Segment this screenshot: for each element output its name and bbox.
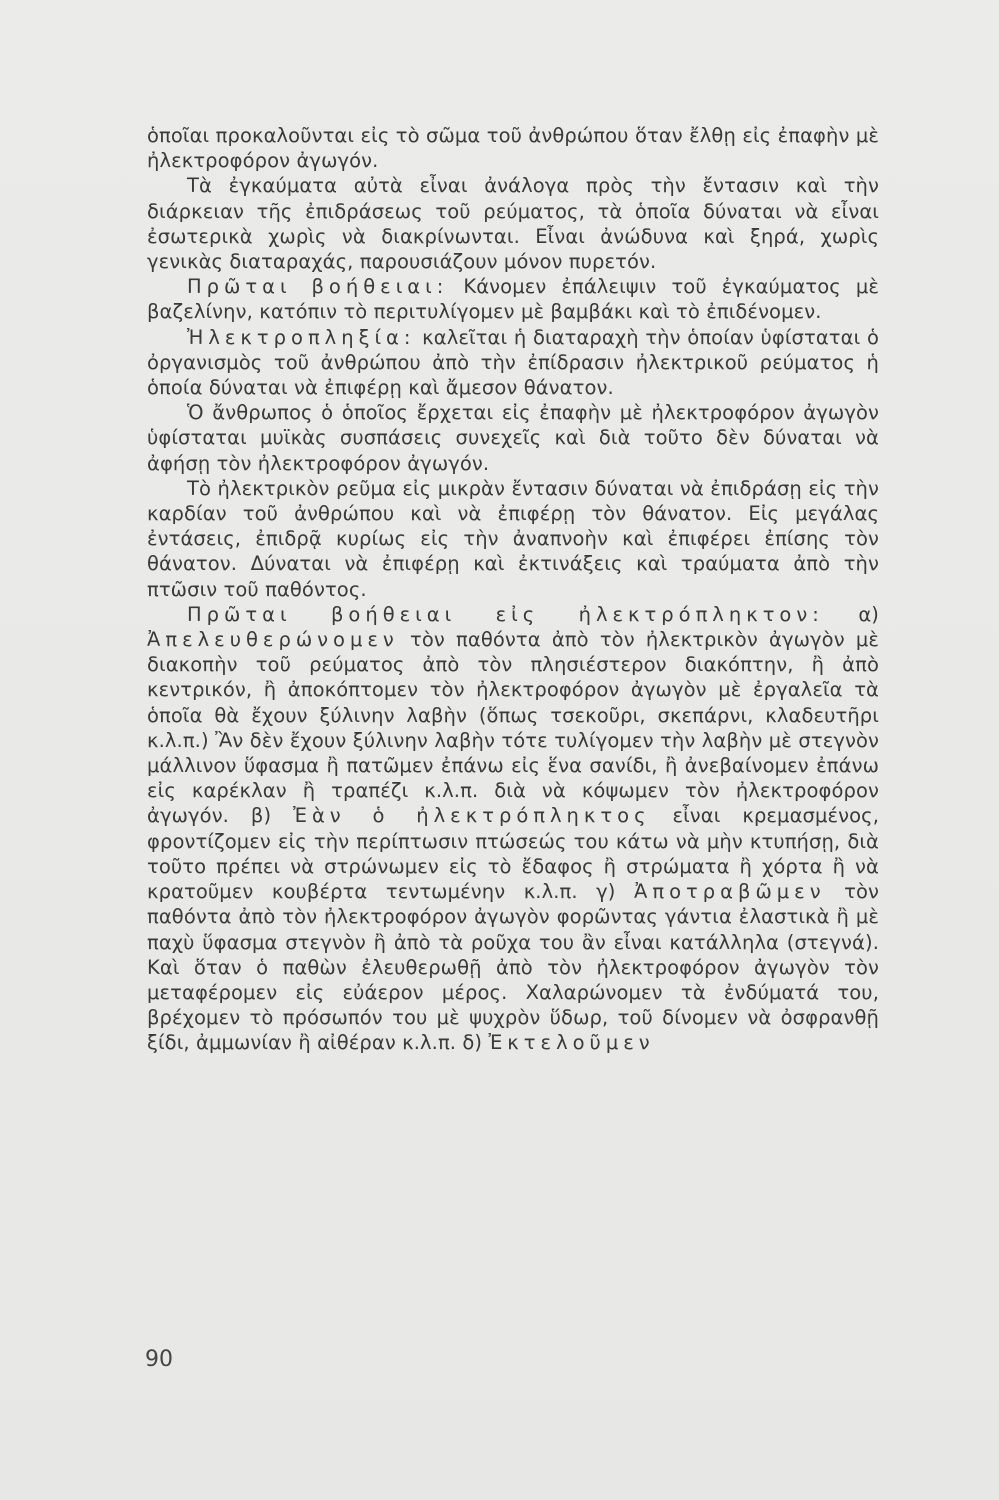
spaced-heading: Πρῶται βοήθειαι εἰς ἠλεκτρόπληκτον: bbox=[187, 602, 824, 626]
text-run: ὁποῖαι προκαλοῦνται εἰς τὸ σῶμα τοῦ ἀνθρώπου ὅταν ἔλθῃ εἰς ἐπαφὴν μὲ ἠλεκτροφόρον ἀγωγόν. bbox=[147, 124, 879, 173]
spaced-heading: Πρῶται βοήθειαι: bbox=[187, 275, 449, 299]
text-run: τὸν παθόντα ἀπὸ τὸν ἠλεκτρικὸν ἀγωγὸν μὲ διακοπὴν τοῦ ρεύματος ἀπὸ τὸν πλησιέστερον διακόπτην, ἢ ἀπὸ κεντρικόν, ἢ ἀποκόπτομεν τὸν ἠλεκτροφόρον ἀγωγὸν μὲ ἐργαλεῖα τὰ ὁποῖα θὰ ἔχουν ξύλινην λαβὴν (ὅπως τσεκοῦρι, σκεπάρνι, κλαδευτῆρι κ.λ.π.) Ἂν δὲν ἔχουν ξύλινην λαβὴν τότε τυλίγομεν τὴν λαβὴν μὲ στεγνὸν μάλλινον ὕφασμα ἢ πατῶμεν ἐπάνω εἰς ἕνα σανίδι, ἢ ἀνεβαίνομεν ἐπάνω εἰς καρέκλαν ἢ τραπέζι κ.λ.π. διὰ νὰ κόψωμεν τὸν ἠλεκτροφόρον ἀγωγόν. β) bbox=[147, 628, 879, 828]
text-run: Τὰ ἐγκαύματα αὐτὰ εἶναι ἀνάλογα πρὸς τὴν ἔντασιν καὶ τὴν διάρκειαν τῆς ἐπιδράσεως τοῦ ρεύματος, τὰ ὁποῖα δύναται νὰ εἶναι ἐσωτερικὰ χωρὶς νὰ διακρίνωνται. Εἶναι ἀνώδυνα καὶ ξηρά, χωρὶς γενικὰς διαταραχάς, παρουσιάζουν μόνον πυρετόν. bbox=[147, 174, 879, 274]
text-run: Ὁ ἄνθρωπος ὁ ὁποῖος ἔρχεται εἰς ἐπαφὴν μὲ ἠλεκτροφόρον ἀγωγὸν ὑφίσταται μυϊκὰς συσπάσεις συνεχεῖς καὶ διὰ τοῦτο δὲν δύναται νὰ ἀφήσῃ τὸν ἠλεκτροφόρον ἀγωγόν. bbox=[147, 401, 879, 475]
text-run: τὸν παθόντα ἀπὸ τὸν ἠλεκτροφόρον ἀγωγὸν φορῶντας γάντια ἐλαστικὰ ἢ μὲ παχὺ ὕφασμα στεγνὸν ἢ ἀπὸ τὰ ροῦχα του ἂν εἶναι κατάλληλα (στεγνά). Καὶ ὅταν ὁ παθὼν ἐλευθερωθῇ ἀπὸ τὸν ἠλεκτροφόρον ἀγωγὸν τὸν μεταφέρομεν εἰς εὐάερον μέρος. Χαλαρώνομεν τὰ ἐνδύματά του, βρέχομεν τὸ πρόσωπόν του μὲ ψυχρὸν ὕδωρ, τοῦ δίνομεν νὰ ὀσφρανθῇ ξίδι, ἀμμωνίαν ἢ αἰθέραν κ.λ.π. δ) bbox=[147, 880, 879, 1055]
spaced-heading: Ἀποτραβῶμεν bbox=[634, 880, 826, 904]
spaced-heading: Ἀπελευθερώνομεν bbox=[147, 628, 399, 652]
body-text bbox=[147, 123, 879, 1056]
text-run: α) bbox=[823, 602, 879, 626]
text-run: εἶναι κρεμασμένος, φροντίζομεν εἰς τὴν περίπτωσιν πτώσεώς του κάτω νὰ μὴν κτυπήσῃ, διὰ τοῦτο πρέπει νὰ στρώνωμεν εἰς τὸ ἔδαφος ἢ στρώματα ἢ χόρτα ἢ νὰ κρατοῦμεν κουβέρτα τεντωμένην κ.λ.π. γ) bbox=[147, 804, 879, 904]
text-run: καλεῖται ἡ διαταραχὴ τὴν ὁποίαν ὑφίσταται ὁ ὀργανισμὸς τοῦ ἀνθρώπου ἀπὸ τὴν ἐπίδρασιν ἠλεκτρικοῦ ρεύματος ἡ ὁποία δύναται νὰ ἐπιφέρῃ καὶ ἄμεσον θάνατον. bbox=[147, 325, 879, 400]
paragraph-p1 bbox=[147, 123, 879, 173]
paragraph-p3 bbox=[147, 274, 879, 324]
paragraph-p6 bbox=[147, 476, 879, 602]
paragraph-p2 bbox=[147, 173, 879, 274]
spaced-heading: Ἐκτελοῦμεν bbox=[488, 1031, 655, 1055]
paragraph-p7 bbox=[147, 602, 879, 1056]
spaced-heading: Ἐὰν ὁ ἠλεκτρόπληκτος bbox=[293, 804, 651, 828]
page-number: 90 bbox=[145, 1347, 173, 1372]
spaced-heading: Ἠλεκτροπληξία: bbox=[187, 325, 416, 349]
paragraph-p5 bbox=[147, 400, 879, 476]
text-run: Τὸ ἠλεκτρικὸν ρεῦμα εἰς μικρὰν ἔντασιν δύναται νὰ ἐπιδράσῃ εἰς τὴν καρδίαν τοῦ ἀνθρώπου καὶ νὰ ἐπιφέρῃ τὸν θάνατον. Εἰς μεγάλας ἐντάσεις, ἐπιδρᾷ κυρίως εἰς τὴν ἀναπνοὴν καὶ ἐπιφέρει ἐπίσης τὸν θάνατον. Δύναται νὰ ἐπιφέρῃ καὶ ἐκτινάξεις καὶ τραύματα ἀπὸ τὴν πτῶσιν τοῦ παθόντος. bbox=[147, 476, 879, 601]
text-run: Κάνομεν ἐπάλειψιν τοῦ ἐγκαύματος μὲ βαζελίνην, κατόπιν τὸ περιτυλίγομεν μὲ βαμβάκι καὶ τὸ ἐπιδένομεν. bbox=[147, 275, 879, 324]
paragraph-p4 bbox=[147, 325, 879, 401]
